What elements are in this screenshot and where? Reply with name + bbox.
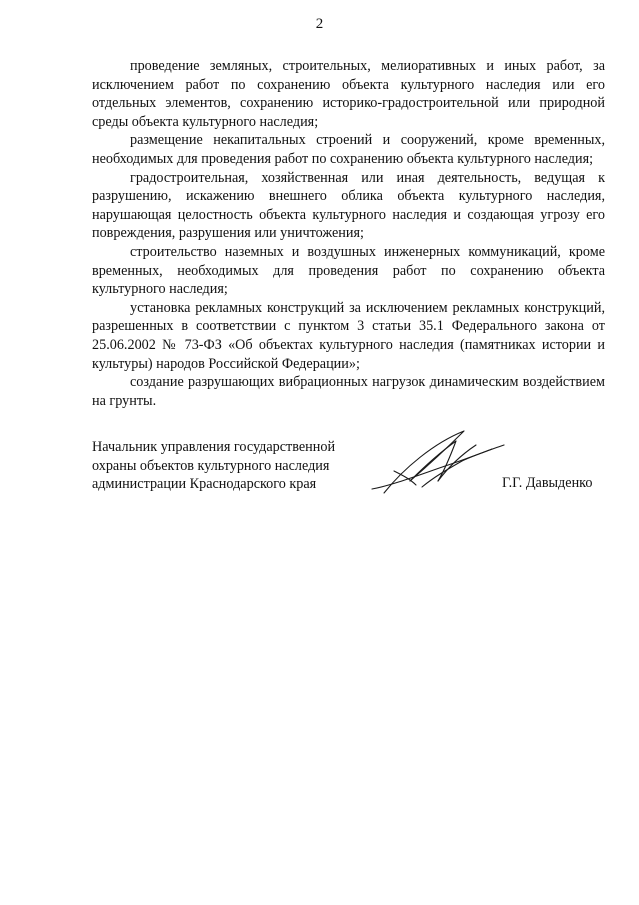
paragraph: установка рекламных конструкций за исключением рекламных конструкций, разрешенных в соответствии с пунктом 3 статьи 35.1 Федерального закона от 25.06.2002 № 73-ФЗ «Об объектах культурного наследия (памятниках истории и культуры) народов Российской Федерации»; xyxy=(92,299,605,372)
paragraph: проведение земляных, строительных, мелиоративных и иных работ, за исключением работ по сохранению объекта культурного наследия или его отдельных элементов, сохранению историко-градостроительной или природной среды объекта культурного наследия; xyxy=(92,58,605,130)
signer-name: Г.Г. Давыденко xyxy=(502,475,593,491)
signer-position-line: администрации Краснодарского края xyxy=(92,476,317,493)
signature-block xyxy=(92,438,612,508)
paragraph: размещение некапитальных строений и сооружений, кроме временных, необходимых для проведения работ по сохранению объекта культурного наследия; xyxy=(92,132,605,167)
document-body xyxy=(92,57,605,410)
handwritten-signature xyxy=(364,423,514,503)
paragraph: создание разрушающих вибрационных нагрузок динамическим воздействием на грунты. xyxy=(92,374,605,409)
signer-position xyxy=(92,438,382,494)
signer-position-line: Начальник управления государственной xyxy=(92,439,336,455)
signer-position-line: охраны объектов культурного наследия xyxy=(92,457,330,474)
paragraph: градостроительная, хозяйственная или иная деятельность, ведущая к разрушению, искажению внешнего облика объекта культурного наследия, нарушающая целостность объекта культурного наследия и создающая угрозу его повреждения, разрушения или уничтожения; xyxy=(92,169,605,242)
page-number: 2 xyxy=(315,16,324,32)
paragraph: строительство наземных и воздушных инженерных коммуникаций, кроме временных, необходимых для проведения работ по сохранению объекта культурного наследия; xyxy=(92,243,605,298)
